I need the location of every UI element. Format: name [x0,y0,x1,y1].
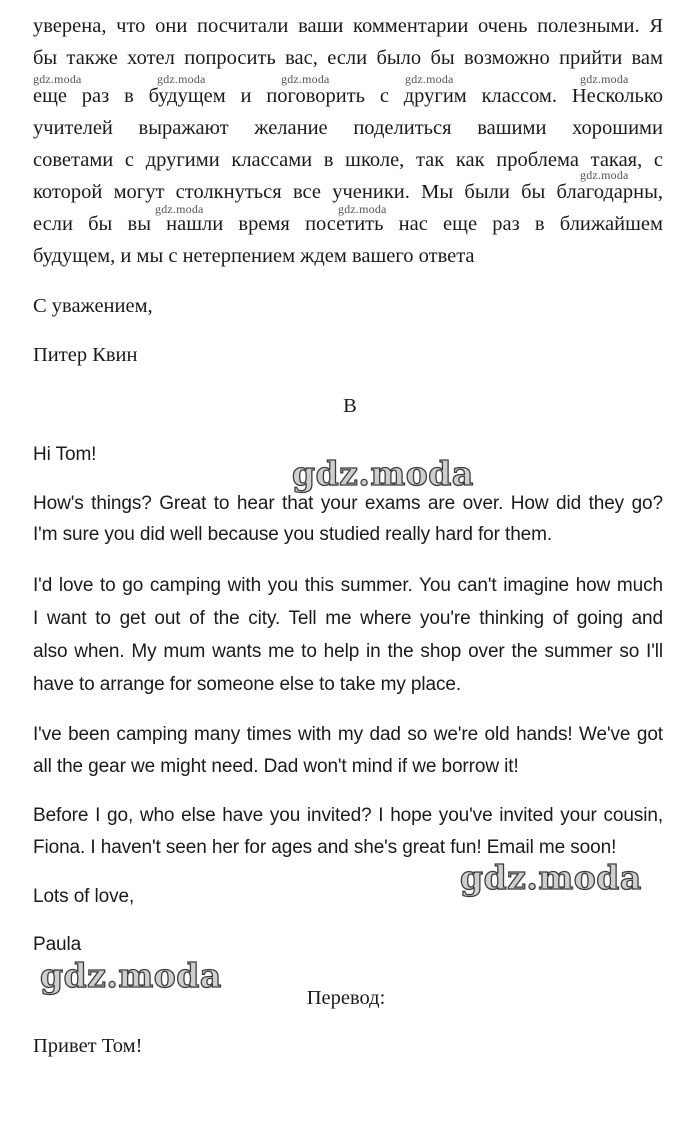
watermark-small: gdz.moda [580,168,629,182]
english-greeting: Hi Tom! [33,444,97,465]
english-text-line: also when. My mum wants me to help in the shop over the summer so I'll [33,641,663,662]
translation-heading: Перевод: [306,987,386,1009]
english-signature: Paula [33,934,82,955]
english-text-line: have to arrange for someone else to take my place. [33,674,462,695]
russian-text-line: которой могут столкнуться все ученики. Мы были бы благодарны, [33,181,663,203]
russian-text-line: уверена, что они посчитали ваши комментарии очень полезными. Я [33,15,663,37]
english-text-line: Before I go, who else have you invited? I hope you've invited your cousin, [33,805,663,826]
watermark-large: gdz.moda [40,956,222,995]
english-closing: Lots of love, [33,886,135,907]
english-text-line: all the gear we might need. Dad won't mind if we borrow it! [33,756,519,777]
russian-closing: С уважением, [33,295,153,317]
watermark-large: gdz.moda [460,858,642,897]
russian-text-line: бы также хотел попросить вас, если было бы возможно прийти вам [33,47,663,69]
watermark-small: gdz.moda [405,72,454,86]
english-text-line: Fiona. I haven't seen her for ages and she's great fun! Email me soon! [33,837,617,858]
english-text-line: I'm sure you did well because you studied really hard for them. [33,524,553,545]
section-letter: B [343,395,357,417]
watermark-small: gdz.moda [157,72,206,86]
english-text-line: I've been camping many times with my dad so we're old hands! We've got [33,724,663,745]
russian-text-line: учителей выражают желание поделиться вашими хорошими [33,117,663,139]
watermark-small: gdz.moda [281,72,330,86]
russian-text-line: еще раз в будущем и поговорить с другим классом. Несколько [33,85,663,107]
watermark-small: gdz.moda [580,72,629,86]
russian-signature: Питер Квин [33,344,138,366]
watermark-small: gdz.moda [338,202,387,216]
english-text-line: I want to get out of the city. Tell me where you're thinking of going and [33,608,663,629]
watermark-small: gdz.moda [33,72,82,86]
translation-greeting: Привет Том! [33,1035,143,1057]
russian-text-line: если бы вы нашли время посетить нас еще раз в ближайшем [33,213,663,235]
watermark-large: gdz.moda [292,454,474,493]
russian-text-line: будущем, и мы с нетерпением ждем вашего ответа [33,245,475,267]
russian-text-line: советами с другими классами в школе, так как проблема такая, с [33,149,663,171]
english-text-line: I'd love to go camping with you this summer. You can't imagine how much [33,575,663,596]
english-text-line: How's things? Great to hear that your exams are over. How did they go? [33,493,663,514]
watermark-small: gdz.moda [155,202,204,216]
